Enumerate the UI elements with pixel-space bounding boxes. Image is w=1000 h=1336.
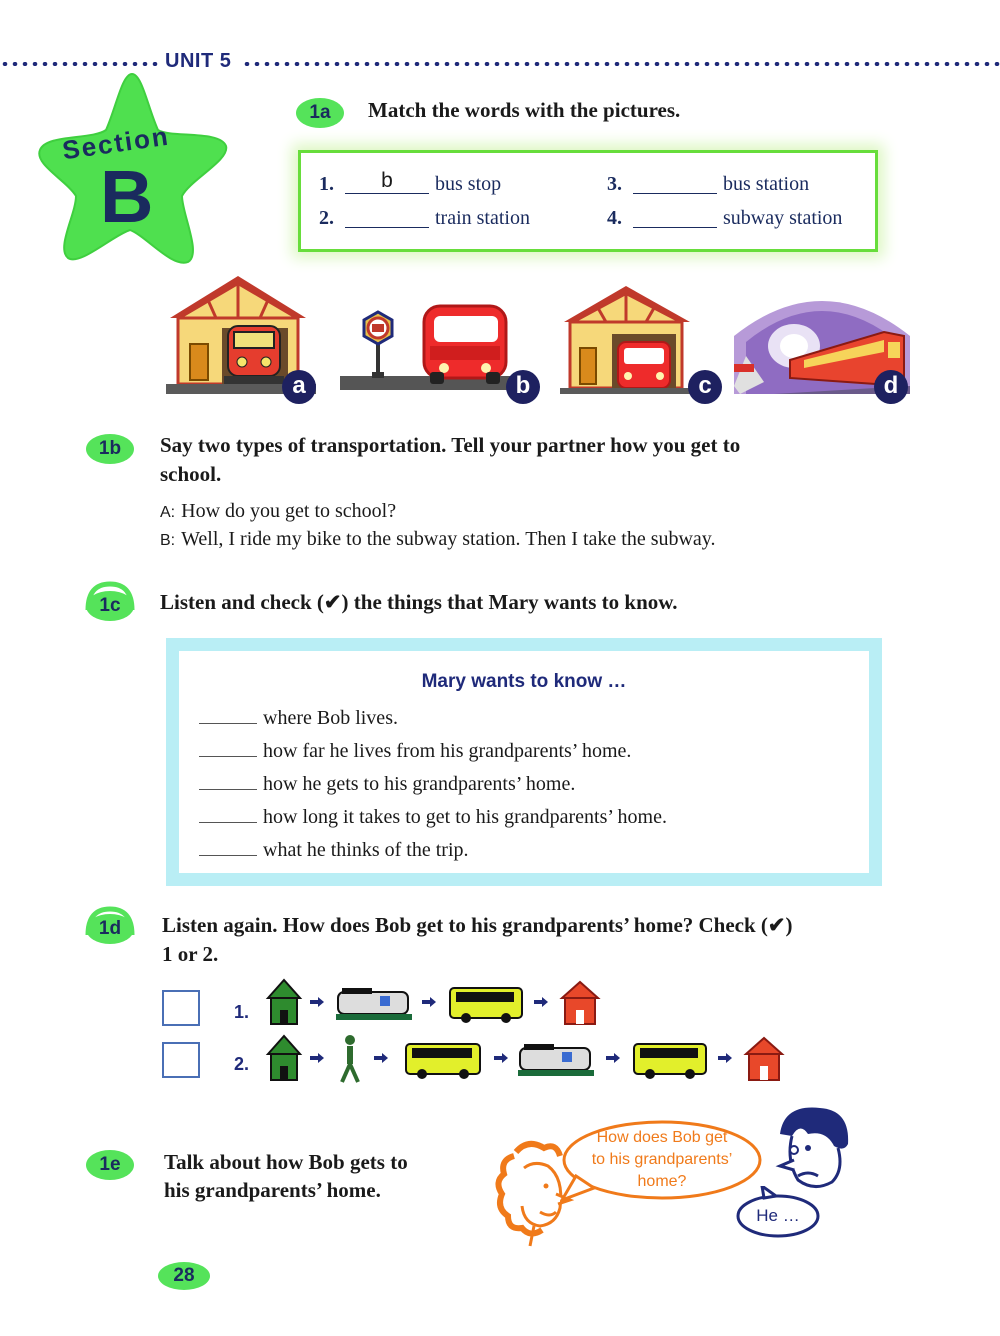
- picture-label-d: d: [874, 370, 908, 404]
- dialog-text-b: Well, I ride my bike to the subway station. Then I take the subway.: [181, 528, 716, 550]
- match-box: [298, 150, 878, 252]
- check-item-4: [199, 804, 667, 830]
- arrow-icon: [606, 1053, 620, 1063]
- match-answer-4[interactable]: [633, 203, 717, 228]
- match-text-4: subway station: [723, 207, 843, 229]
- match-num-4: 4.: [607, 207, 622, 229]
- picture-label-c: c: [688, 370, 722, 404]
- instruction-1e-line2: his grandparents’ home.: [164, 1178, 381, 1202]
- bus-icon: [406, 1044, 480, 1079]
- dialog-line-b: [160, 526, 716, 554]
- route-option-1: [262, 976, 622, 1028]
- route-option-2: [262, 1030, 792, 1086]
- option-1-checkbox[interactable]: [162, 990, 200, 1026]
- instruction-1c: Listen and check (✔) the things that Mary wants to know.: [160, 590, 678, 614]
- option-1-number: 1.: [234, 1002, 250, 1022]
- speaker-b: B:: [160, 532, 176, 549]
- train-icon: [336, 988, 412, 1020]
- check-item-5: [199, 837, 469, 863]
- match-num-1: 1.: [319, 173, 334, 195]
- check-blank-2[interactable]: [199, 738, 257, 757]
- bus-icon: [634, 1044, 706, 1079]
- check-blank-1[interactable]: [199, 705, 257, 724]
- check-item-2: [199, 738, 631, 764]
- match-num-3: 3.: [607, 173, 622, 195]
- instruction-1b-line2: school.: [160, 462, 222, 486]
- section-word: Section: [60, 120, 172, 166]
- mary-wants-panel: [166, 638, 882, 886]
- walker-icon: [342, 1035, 358, 1082]
- match-answer-3[interactable]: [633, 169, 717, 194]
- header-dots-right: [242, 62, 1000, 66]
- unit-label: UNIT 5: [165, 50, 232, 72]
- check-item-1: [199, 705, 398, 731]
- picture-label-b: b: [506, 370, 540, 404]
- home-icon: [268, 1036, 300, 1080]
- instruction-1d-line1: Listen again. How does Bob get to his grandparents’ home? Check (✔): [162, 913, 793, 937]
- arrow-icon: [534, 997, 548, 1007]
- picture-label-a: a: [282, 370, 316, 404]
- check-blank-4[interactable]: [199, 804, 257, 823]
- arrow-icon: [374, 1053, 388, 1063]
- bubble-boy-text: He …: [756, 1206, 800, 1225]
- match-answer-2[interactable]: [345, 203, 429, 228]
- check-blank-3[interactable]: [199, 771, 257, 790]
- instruction-1b-line1: Say two types of transportation. Tell your partner how you get to: [160, 433, 741, 457]
- arrow-icon: [422, 997, 436, 1007]
- bubble-girl-line3: home?: [637, 1173, 687, 1190]
- badge-1b: 1b: [86, 434, 134, 464]
- page-number: 28: [158, 1262, 210, 1290]
- badge-1d: 1d: [86, 914, 134, 944]
- match-text-3: bus station: [723, 173, 810, 195]
- check-item-4-text: how long it takes to get to his grandparents’ home.: [263, 806, 667, 828]
- dialog-line-a: [160, 498, 396, 526]
- match-text-2: train station: [435, 207, 530, 229]
- panel-title: Mary wants to know …: [421, 671, 627, 692]
- check-item-5-text: what he thinks of the trip.: [263, 839, 469, 861]
- check-item-1-text: where Bob lives.: [263, 707, 398, 729]
- check-item-2-text: how far he lives from his grandparents’ home.: [263, 740, 632, 762]
- school-icon: [562, 982, 598, 1024]
- home-icon: [268, 980, 300, 1024]
- header-dots-left: [0, 62, 160, 66]
- match-num-2: 2.: [319, 207, 334, 229]
- school-icon: [746, 1038, 782, 1080]
- picture-bus-station: [560, 282, 710, 394]
- bus-icon: [450, 988, 522, 1023]
- instruction-1e-line1: Talk about how Bob gets to: [164, 1150, 408, 1174]
- option-2-number: 2.: [234, 1054, 250, 1074]
- arrow-icon: [718, 1053, 732, 1063]
- boy-illustration: [764, 1100, 864, 1200]
- check-blank-5[interactable]: [199, 837, 257, 856]
- check-item-3: [199, 771, 575, 797]
- section-letter: B: [100, 155, 154, 238]
- arrow-icon: [494, 1053, 508, 1063]
- instruction-1d-line2: 1 or 2.: [162, 942, 219, 966]
- badge-1c: 1c: [86, 591, 134, 621]
- arrow-icon: [310, 997, 324, 1007]
- bubble-girl-line2: to his grandparents’: [591, 1151, 733, 1168]
- badge-1e: 1e: [86, 1150, 134, 1180]
- check-item-3-text: how he gets to his grandparents’ home.: [263, 773, 576, 795]
- speaker-a: A:: [160, 504, 176, 521]
- match-text-1: bus stop: [435, 173, 502, 195]
- train-icon: [518, 1044, 594, 1076]
- bubble-girl-line1: How does Bob get: [596, 1129, 728, 1146]
- dialog-text-a: How do you get to school?: [181, 500, 397, 522]
- arrow-icon: [310, 1053, 324, 1063]
- option-2-checkbox[interactable]: [162, 1042, 200, 1078]
- badge-1a: 1a: [296, 98, 344, 128]
- instruction-1a: Match the words with the pictures.: [368, 98, 681, 122]
- match-answer-1[interactable]: b: [345, 169, 429, 194]
